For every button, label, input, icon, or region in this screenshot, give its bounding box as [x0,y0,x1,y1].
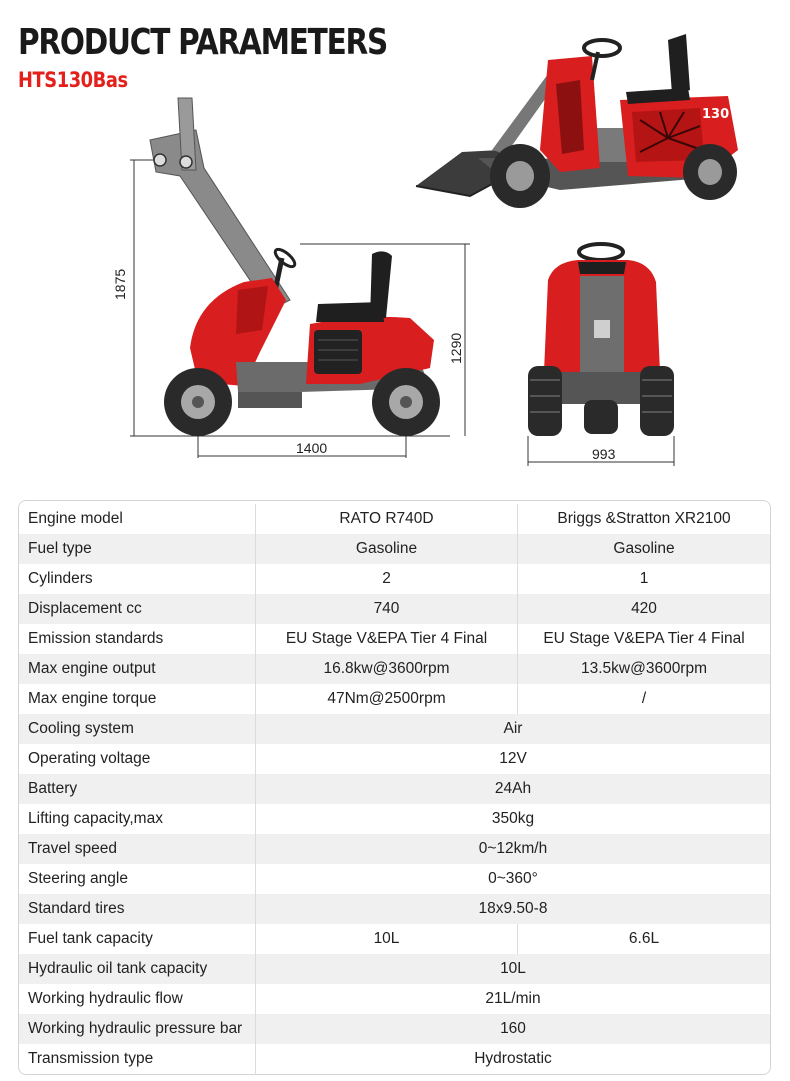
loader-side-view-image [130,98,470,458]
dimension-wheelbase: 1400 [296,440,328,456]
specs-table [18,500,771,1075]
table-row [19,894,770,924]
spec-label: Max engine torque [19,684,256,714]
table-row [19,504,770,534]
spec-label: Standard tires [19,894,256,924]
spec-value: 12V [499,750,527,767]
spec-value-a: 47Nm@2500rpm [256,684,518,714]
spec-value: 0~12km/h [478,840,548,857]
dimension-height-body: 1290 [448,332,464,364]
table-row [19,984,770,1014]
loader-badge: 130 [702,107,730,122]
spec-label: Steering angle [19,864,256,894]
spec-value-b: 6.6L [628,930,660,947]
table-row [19,804,770,834]
spec-value: 24Ah [494,780,532,797]
spec-value-a: Gasoline [256,534,518,564]
spec-label: Operating voltage [19,744,256,774]
spec-value: Air [503,720,523,737]
table-row [19,624,770,654]
loader-perspective-image [416,34,738,208]
loader-illustrations [0,0,790,495]
spec-value-a: 740 [256,594,518,624]
spec-label: Fuel tank capacity [19,924,256,954]
spec-value-b: Briggs &Stratton XR2100 [557,510,731,527]
spec-label: Fuel type [19,534,256,564]
table-row [19,1044,770,1074]
spec-label: Working hydraulic pressure bar [19,1014,256,1044]
spec-value-b: Gasoline [613,540,675,557]
spec-value: 18x9.50-8 [478,900,548,917]
spec-label: Travel speed [19,834,256,864]
spec-value-a: 16.8kw@3600rpm [256,654,518,684]
page-title: PRODUCT PARAMETERS [18,22,388,63]
spec-value-a: 2 [256,564,518,594]
table-row [19,714,770,744]
spec-label: Emission standards [19,624,256,654]
table-row [19,864,770,894]
dimension-width: 993 [592,446,616,462]
spec-value: Hydrostatic [474,1050,552,1067]
spec-label: Lifting capacity,max [19,804,256,834]
spec-value-b: 13.5kw@3600rpm [580,660,708,677]
spec-value-b: 420 [631,600,657,617]
spec-value-b: EU Stage V&EPA Tier 4 Final [543,630,745,647]
table-row [19,1014,770,1044]
spec-label: Max engine output [19,654,256,684]
spec-label: Battery [19,774,256,804]
spec-value: 21L/min [485,990,541,1007]
loader-rear-view-image [528,244,674,466]
model-name: HTS130Bas [18,68,128,92]
spec-label: Working hydraulic flow [19,984,256,1014]
table-row [19,594,770,624]
table-row [19,954,770,984]
spec-label: Cooling system [19,714,256,744]
spec-value-a: RATO R740D [256,504,518,534]
table-row [19,654,770,684]
table-row [19,744,770,774]
spec-label: Displacement cc [19,594,256,624]
table-row [19,834,770,864]
spec-value-b: / [641,690,647,707]
spec-value: 10L [500,960,526,977]
table-row [19,534,770,564]
spec-value: 160 [500,1020,526,1037]
table-row [19,564,770,594]
spec-value: 350kg [491,810,535,827]
spec-value: 0~360° [488,870,538,887]
spec-value-a: 10L [256,924,518,954]
spec-label: Transmission type [19,1044,256,1074]
spec-label: Hydraulic oil tank capacity [19,954,256,984]
table-row [19,774,770,804]
dimension-height-max: 1875 [112,268,128,300]
spec-label: Cylinders [19,564,256,594]
spec-label: Engine model [19,504,256,534]
spec-value-a: EU Stage V&EPA Tier 4 Final [256,624,518,654]
table-row [19,924,770,954]
table-row [19,684,770,714]
spec-value-b: 1 [639,570,649,587]
